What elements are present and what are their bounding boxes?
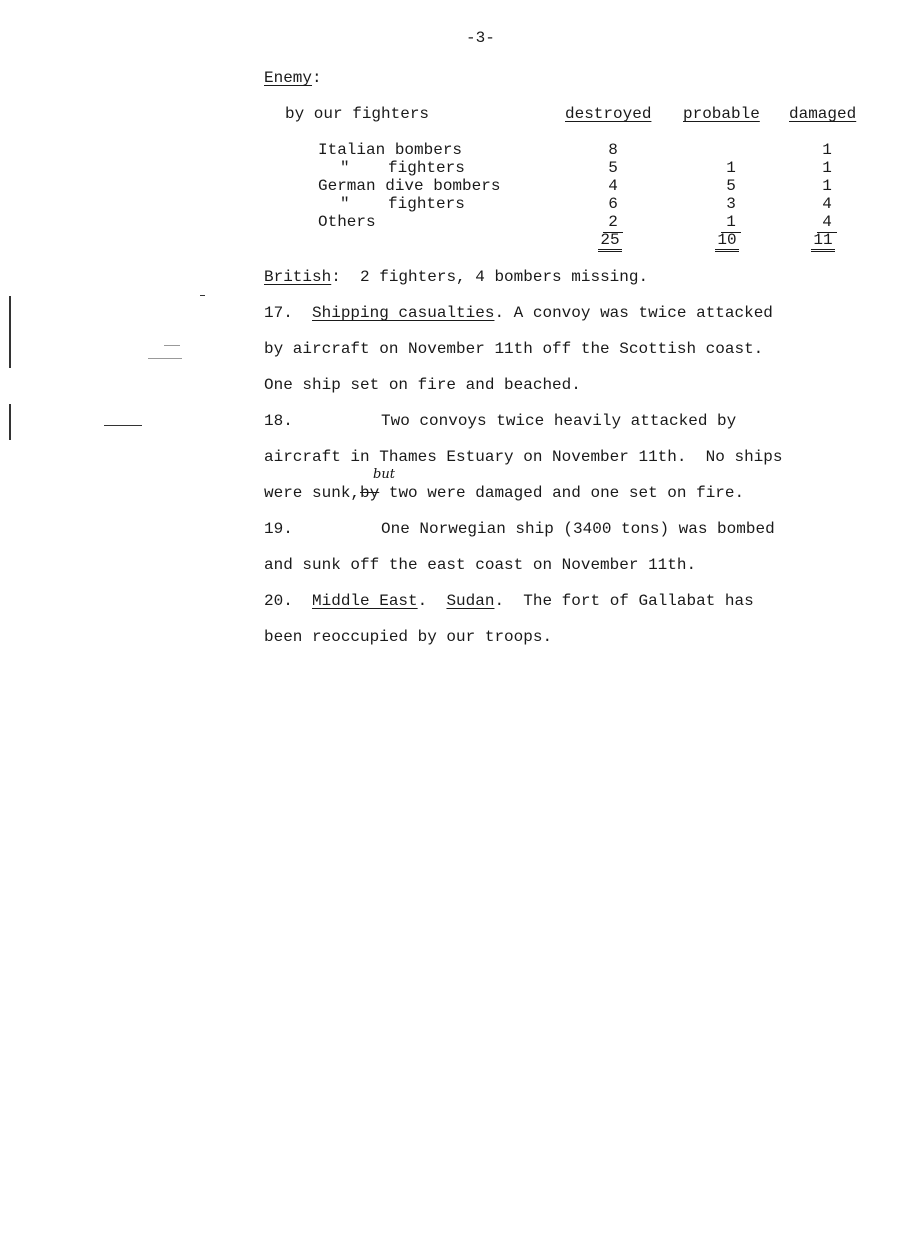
cell-probable: 1 bbox=[726, 159, 736, 177]
page-number: -3- bbox=[466, 29, 495, 47]
row-label: German dive bombers bbox=[318, 177, 501, 195]
margin-tick bbox=[200, 295, 205, 296]
cell-probable: 5 bbox=[726, 177, 736, 195]
cell-destroyed: 5 bbox=[608, 159, 618, 177]
para17-num: 17. bbox=[264, 304, 293, 322]
para19-line2: and sunk off the east coast on November 11th. bbox=[264, 556, 697, 574]
para18-comma: , bbox=[350, 484, 361, 502]
para18-line1: Two convoys twice heavily attacked by bbox=[381, 412, 737, 430]
struck-word: by bbox=[360, 484, 380, 502]
enemy-heading-line bbox=[264, 68, 322, 88]
cell-damaged: 4 bbox=[822, 195, 832, 213]
para19-num: 19. bbox=[264, 520, 293, 538]
cell-damaged: 1 bbox=[822, 177, 832, 195]
para17-heading: Shipping casualties bbox=[312, 304, 495, 322]
row-label: Others bbox=[318, 213, 376, 231]
cell-damaged: 1 bbox=[822, 141, 832, 159]
para17-line3: One ship set on fire and beached. bbox=[264, 376, 581, 394]
margin-bar bbox=[9, 296, 11, 368]
para18-num: 18. bbox=[264, 412, 293, 430]
row-label: " fighters bbox=[340, 195, 465, 213]
total-probable: 10 bbox=[715, 231, 739, 252]
para20-line1 bbox=[264, 591, 754, 611]
para19-line1: One Norwegian ship (3400 tons) was bombed bbox=[381, 520, 775, 538]
para20-line2: been reoccupied by our troops. bbox=[264, 628, 553, 646]
cell-destroyed: 8 bbox=[608, 141, 618, 159]
british-line bbox=[264, 267, 648, 287]
header-probable: probable bbox=[683, 105, 760, 123]
margin-dash bbox=[104, 425, 142, 426]
cell-probable: 1 bbox=[721, 212, 741, 233]
row-label: Italian bombers bbox=[318, 141, 463, 159]
british-label: British bbox=[264, 268, 332, 286]
para18-line2: aircraft in Thames Estuary on November 11th. No ships bbox=[264, 448, 783, 466]
para20-sep: . bbox=[417, 592, 447, 610]
total-damaged: 11 bbox=[811, 231, 835, 252]
enemy-heading: Enemy bbox=[264, 69, 313, 87]
header-destroyed: destroyed bbox=[565, 105, 652, 123]
para18-line3 bbox=[264, 483, 744, 503]
total-destroyed: 25 bbox=[598, 231, 622, 252]
para20-heading1: Middle East bbox=[312, 592, 418, 610]
margin-smudge bbox=[164, 345, 180, 346]
cell-destroyed: 2 bbox=[603, 212, 623, 233]
cell-damaged: 4 bbox=[817, 212, 837, 233]
para20-line1-rest: . The fort of Gallabat has bbox=[494, 592, 754, 610]
enemy-colon: : bbox=[312, 69, 322, 87]
handwritten-insert-but: but bbox=[373, 467, 395, 482]
british-text: : 2 fighters, 4 bombers missing. bbox=[331, 268, 649, 286]
header-damaged: damaged bbox=[789, 105, 857, 123]
margin-smudge bbox=[148, 358, 182, 359]
cell-destroyed: 4 bbox=[608, 177, 618, 195]
para17-line1-rest: . A convoy was twice attacked bbox=[494, 304, 773, 322]
para17-line1 bbox=[264, 303, 773, 323]
cell-damaged: 1 bbox=[822, 159, 832, 177]
para18-line3-start: were sunk bbox=[264, 484, 351, 502]
para20-heading2: Sudan bbox=[446, 592, 495, 610]
margin-bar bbox=[9, 404, 11, 440]
para18-line3-end: two were damaged and one set on fire. bbox=[379, 484, 745, 502]
cell-destroyed: 6 bbox=[608, 195, 618, 213]
row-label: " fighters bbox=[340, 159, 465, 177]
para17-line2: by aircraft on November 11th off the Scottish coast. bbox=[264, 340, 764, 358]
table-intro: by our fighters bbox=[285, 105, 430, 123]
para20-num: 20. bbox=[264, 592, 293, 610]
cell-probable: 3 bbox=[726, 195, 736, 213]
